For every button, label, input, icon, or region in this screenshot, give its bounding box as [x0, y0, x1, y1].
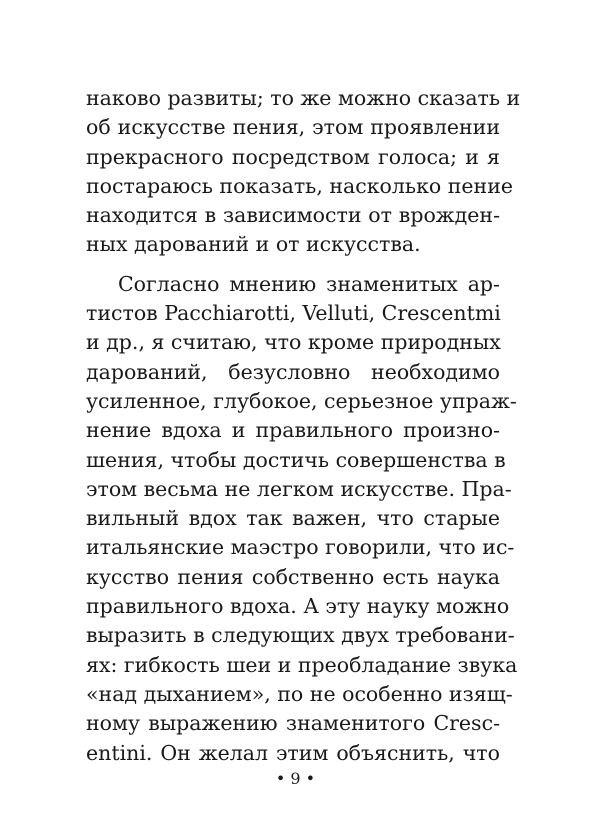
text-line: «над дыханием», по не особенно изящ- — [86, 681, 513, 706]
text-line: находится в зависимости от врожден- — [86, 203, 500, 228]
text-line: Согласно мнению знаменитых ар- — [118, 271, 500, 296]
text-line: ному выражению знаменитого Cresc- — [86, 711, 500, 736]
text-line: об искусстве пения, этом проявлении — [86, 115, 500, 140]
text-line: прекрасного посредством голоса; и я — [86, 144, 500, 169]
paragraph-spacer — [86, 260, 500, 270]
paragraph — [86, 84, 521, 260]
text-line: этом весьма не легком искусстве. Пра- — [86, 476, 512, 501]
text-line: ных дарований и от искусства. — [86, 232, 421, 257]
text-line: итальянские маэстро говорили, что ис- — [86, 535, 515, 560]
text-line: ях: гибкость шеи и преобладание звука — [86, 652, 518, 677]
text-line: усиленное, глубокое, серьезное упраж- — [86, 388, 517, 413]
text-line: кусство пения собственно есть наука — [86, 564, 500, 589]
text-line: выразить в следующих двух требовани- — [86, 623, 515, 648]
text-line: постараюсь показать, насколько пение — [86, 173, 514, 198]
text-line: тистов Pacchiarotti, Velluti, Crescentmi — [86, 301, 501, 326]
text-line: шения, чтобы достичь совершенства в — [86, 447, 506, 472]
text-line: вильный вдох так важен, что старые — [86, 506, 500, 531]
text-line: и др., я считаю, что кроме природных — [86, 330, 501, 355]
paragraph — [86, 270, 518, 768]
page-number: • 9 • — [275, 769, 316, 788]
body-text — [86, 84, 521, 768]
text-line: дарований, безусловно необходимо — [86, 359, 500, 384]
text-line: наково развиты; то же можно сказать и — [86, 86, 521, 110]
text-line: entini. Он желал этим объяснить, что — [86, 740, 500, 765]
text-line: нение вдоха и правильного произно- — [86, 418, 500, 443]
text-line: правильного вдоха. А эту науку можно — [86, 594, 510, 619]
